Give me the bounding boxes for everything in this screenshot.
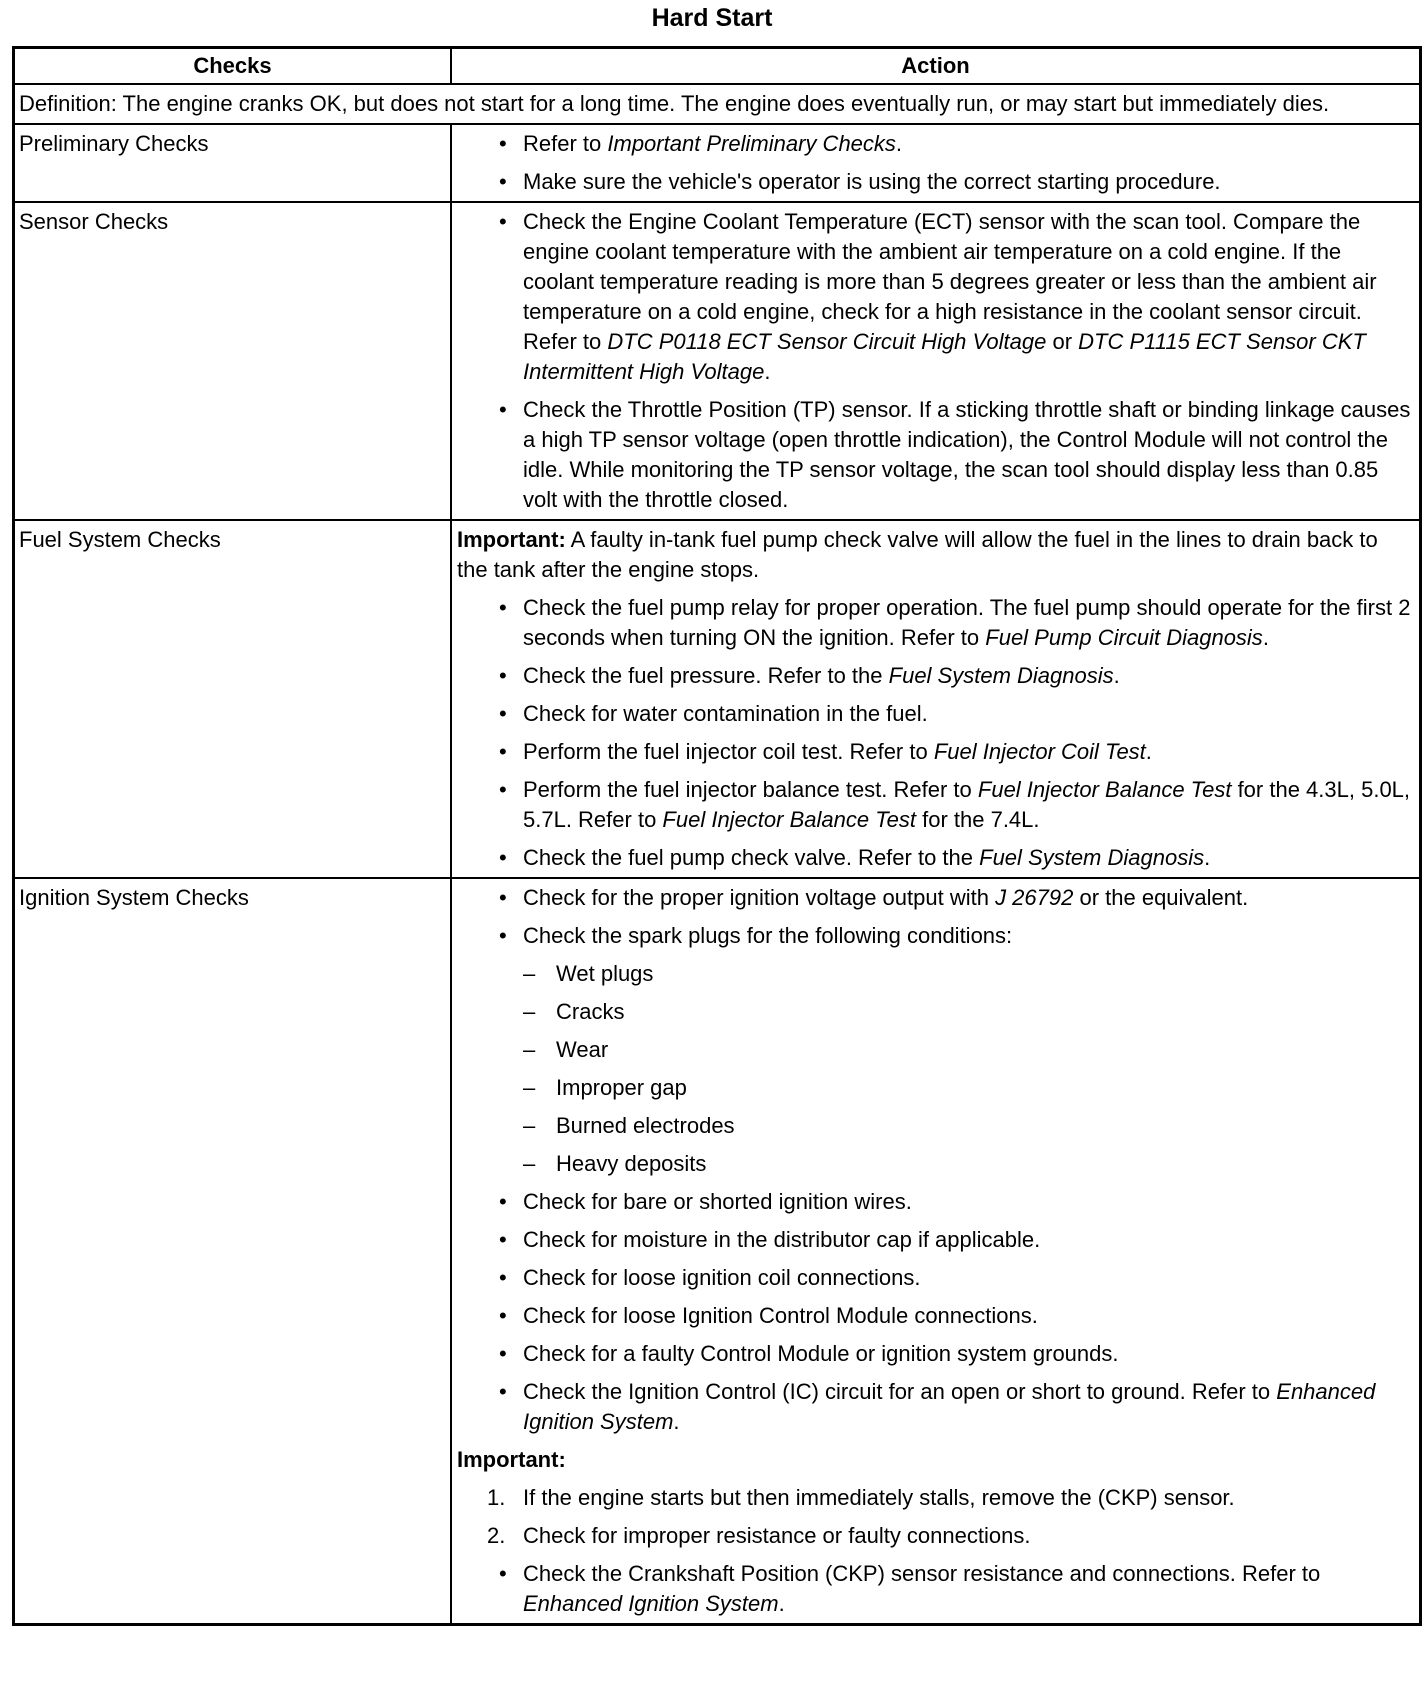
condition-item: – Heavy deposits xyxy=(523,1149,1413,1179)
condition-item: – Improper gap xyxy=(523,1073,1413,1103)
table-header-row xyxy=(15,49,1419,83)
check-label: Preliminary Checks xyxy=(15,125,452,201)
list-item: • Check for water contamination in the fuel. xyxy=(457,699,1413,729)
check-label: Fuel System Checks xyxy=(15,521,452,877)
table-row-sensor xyxy=(15,201,1419,519)
list-item: • Check for the proper ignition voltage output with J 26792 or the equivalent. xyxy=(457,883,1413,913)
list-item: • Perform the fuel injector coil test. Refer to Fuel Injector Coil Test. xyxy=(457,737,1413,767)
step-item: 1. If the engine starts but then immediately stalls, remove the (CKP) sensor. xyxy=(487,1485,1235,1510)
condition-item: – Wear xyxy=(523,1035,1413,1065)
reference-link: J 26792 xyxy=(995,885,1074,910)
reference-link: Fuel Injector Coil Test xyxy=(933,739,1146,764)
list-item: • Check for moisture in the distributor cap if applicable. xyxy=(457,1225,1413,1255)
definition-row xyxy=(15,83,1419,123)
header-action: Action xyxy=(901,53,970,78)
header-checks: Checks xyxy=(15,49,452,83)
reference-link: Fuel System Diagnosis xyxy=(888,663,1114,688)
reference-link: Important Preliminary Checks xyxy=(607,131,896,156)
page-title: Hard Start xyxy=(651,4,773,32)
list-item: • Check the fuel pump check valve. Refer to the Fuel System Diagnosis. xyxy=(457,843,1413,873)
list-item: • Check for a faulty Control Module or ignition system grounds. xyxy=(457,1339,1413,1369)
table-row-ignition xyxy=(15,877,1419,1623)
list-item: • Refer to Important Preliminary Checks. xyxy=(457,129,1413,159)
table-row-preliminary xyxy=(15,123,1419,201)
list-item: • Check for bare or shorted ignition wires. xyxy=(457,1187,1413,1217)
reference-link: Fuel Pump Circuit Diagnosis xyxy=(985,625,1263,650)
check-label: Sensor Checks xyxy=(15,203,452,519)
reference-link: Enhanced Ignition System xyxy=(523,1591,779,1616)
important-note: Important: A faulty in-tank fuel pump check valve will allow the fuel in the lines to drain back to the tank after the engine stops. xyxy=(457,527,1378,582)
list-item: • Check the fuel pump relay for proper operation. The fuel pump should operate for the first 2 seconds when turning ON the ignition. Refer to Fuel Pump Circuit Diagnosis. xyxy=(457,593,1413,653)
reference-link: Fuel Injector Balance Test xyxy=(662,807,916,832)
reference-link: Enhanced Ignition System xyxy=(523,1379,1376,1434)
list-item: • Check for loose ignition coil connections. xyxy=(457,1263,1413,1293)
definition-text: Definition: The engine cranks OK, but does not start for a long time. The engine does eventually run, or may start but immediately dies. xyxy=(19,91,1330,116)
list-item: • Check for loose Ignition Control Module connections. xyxy=(457,1301,1413,1331)
list-item: • Check the Ignition Control (IC) circuit for an open or short to ground. Refer to Enhanced Ignition System. xyxy=(457,1377,1413,1437)
check-label: Ignition System Checks xyxy=(15,879,452,1623)
list-item: • Check the spark plugs for the following conditions: – Wet plugs – Cracks – Wear – Improper gap – Burned electrodes – Heavy deposits xyxy=(457,921,1413,1179)
action-cell xyxy=(452,125,1419,201)
list-item: • Check the Throttle Position (TP) sensor. If a sticking throttle shaft or binding linkage causes a high TP sensor voltage (open throttle indication), the Control Module will not control the idle. While monitoring the TP sensor voltage, the scan tool should display less than 0.85 volt with the throttle closed. xyxy=(457,395,1413,515)
table-row-fuel xyxy=(15,519,1419,877)
list-item: • Perform the fuel injector balance test. Refer to Fuel Injector Balance Test for the 4.3L, 5.0L, 5.7L. Refer to Fuel Injector Balance Test for the 7.4L. xyxy=(457,775,1413,835)
reference-link: DTC P0118 ECT Sensor Circuit High Voltage xyxy=(607,329,1047,354)
action-cell xyxy=(452,203,1419,519)
condition-item: – Cracks xyxy=(523,997,1413,1027)
reference-link: Fuel System Diagnosis xyxy=(979,845,1205,870)
action-cell xyxy=(452,879,1419,1623)
reference-link: Fuel Injector Balance Test xyxy=(977,777,1232,802)
list-item: • Make sure the vehicle's operator is using the correct starting procedure. xyxy=(457,167,1413,197)
diagnostic-table xyxy=(12,46,1422,1626)
reference-link: DTC P1115 ECT Sensor CKT Intermittent High Voltage xyxy=(523,329,1366,384)
condition-item: – Burned electrodes xyxy=(523,1111,1413,1141)
step-item: 2. Check for improper resistance or faulty connections. xyxy=(487,1523,1031,1548)
list-item: • Check the Engine Coolant Temperature (ECT) sensor with the scan tool. Compare the engine coolant temperature with the ambient air temperature on a cold engine. If the coolant temperature reading is more than 5 degrees greater or less than the ambient air temperature on a cold engine, check for a high resistance in the coolant sensor circuit. Refer to DTC P0118 ECT Sensor Circuit High Voltage or DTC P1115 ECT Sensor CKT Intermittent High Voltage. xyxy=(457,207,1413,387)
list-item: • Check the fuel pressure. Refer to the Fuel System Diagnosis. xyxy=(457,661,1413,691)
important-note: Important: xyxy=(457,1447,566,1472)
action-cell xyxy=(452,521,1419,877)
list-item: • Check the Crankshaft Position (CKP) sensor resistance and connections. Refer to Enhanced Ignition System. xyxy=(457,1559,1413,1619)
condition-item: – Wet plugs xyxy=(523,959,1413,989)
